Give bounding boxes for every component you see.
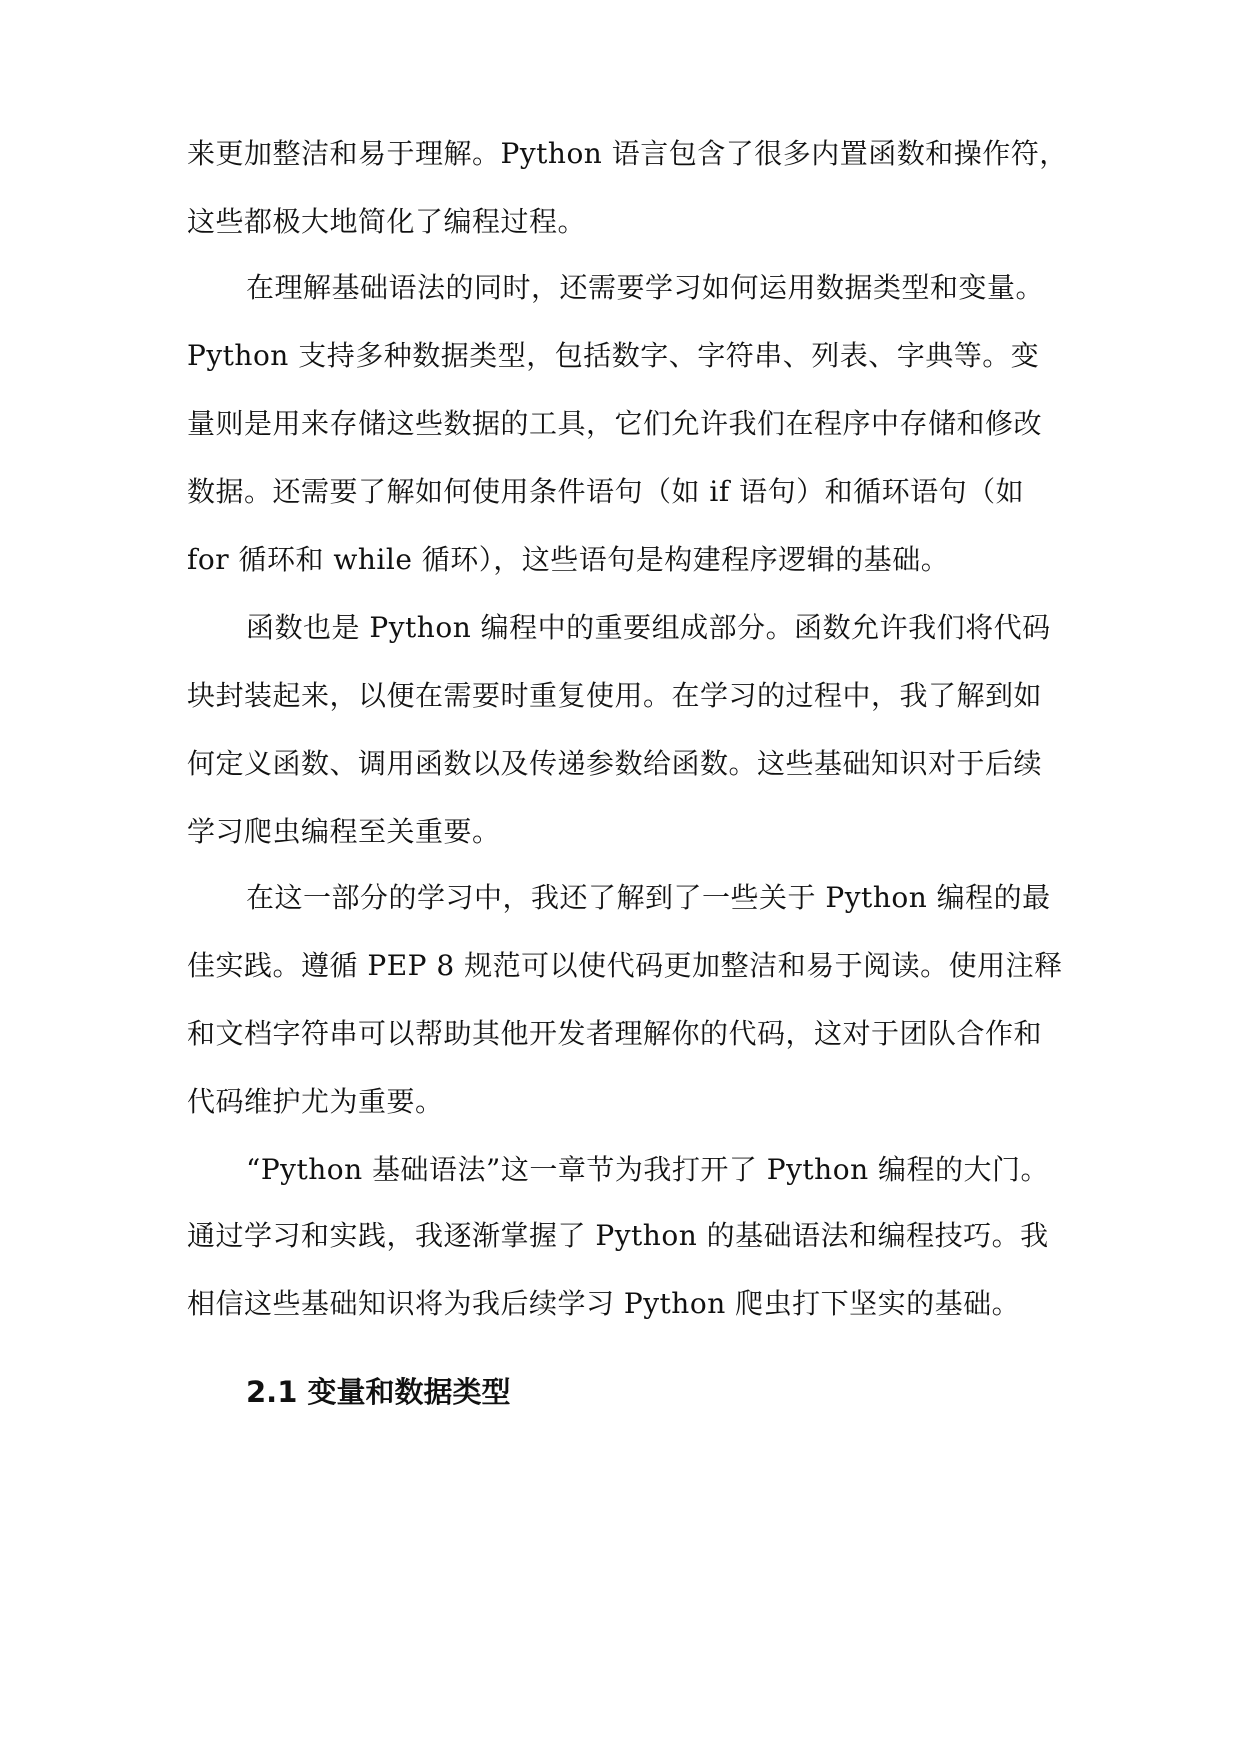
text-line: 块封装起来，以便在需要时重复使用。在学习的过程中，我了解到如 [187, 679, 1043, 712]
text-line: 佳实践。遵循 PEP 8 规范可以使代码更加整洁和易于阅读。使用注释 [187, 949, 1063, 982]
text-line: 在理解基础语法的同时，还需要学习如何运用数据类型和变量。 [246, 271, 1045, 304]
text-line: 学习爬虫编程至关重要。 [187, 815, 501, 848]
text-line: 这些都极大地简化了编程过程。 [187, 205, 587, 238]
text-line: Python 支持多种数据类型，包括数字、字符串、列表、字典等。变 [187, 339, 1040, 372]
text-line: 来更加整洁和易于理解。Python 语言包含了很多内置函数和操作符， [187, 137, 1068, 170]
text-line: 量则是用来存储这些数据的工具，它们允许我们在程序中存储和修改 [187, 407, 1043, 440]
text-line: 何定义函数、调用函数以及传递参数给函数。这些基础知识对于后续 [187, 747, 1043, 780]
text-line: 函数也是 Python 编程中的重要组成部分。函数允许我们将代码 [246, 611, 1051, 644]
section-heading: 2.1 变量和数据类型 [246, 1375, 511, 1409]
text-line: 数据。还需要了解如何使用条件语句（如 if 语句）和循环语句（如 [187, 475, 1025, 508]
text-line: 代码维护尤为重要。 [187, 1085, 444, 1118]
text-line: for 循环和 while 循环），这些语句是构建程序逻辑的基础。 [187, 543, 950, 576]
text-line: 在这一部分的学习中，我还了解到了一些关于 Python 编程的最 [246, 881, 1051, 914]
text-line: 相信这些基础知识将为我后续学习 Python 爬虫打下坚实的基础。 [187, 1287, 1021, 1320]
text-line: “Python 基础语法”这一章节为我打开了 Python 编程的大门。 [246, 1153, 1050, 1186]
text-line: 通过学习和实践，我逐渐掌握了 Python 的基础语法和编程技巧。我 [187, 1219, 1049, 1252]
text-line: 和文档字符串可以帮助其他开发者理解你的代码，这对于团队合作和 [187, 1017, 1043, 1050]
